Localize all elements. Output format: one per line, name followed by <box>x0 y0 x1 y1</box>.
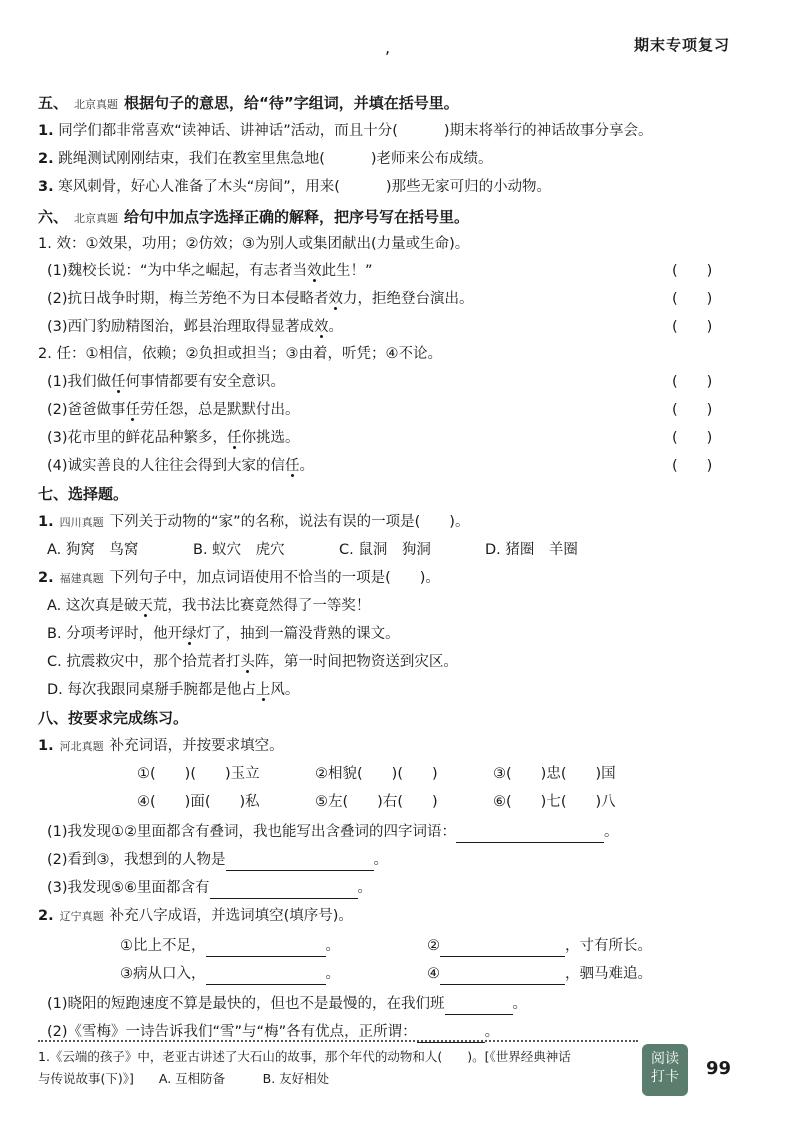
dotted-char: 效 <box>307 263 322 279</box>
idiom-1: ①比上不足， 。 <box>120 935 340 957</box>
question-text: )期末将举行的神话故事分享会。 <box>443 123 653 139</box>
s6-g1-item-3: (3)西门豹励精图治，邺县治理取得显著成效。 <box>47 319 344 335</box>
s6-g2-item-3: (3)花市里的鲜花品种繁多，任你挑选。 <box>47 430 300 446</box>
s7-q2-option-c[interactable]: C. 抗震救灾中，那个拾荒者打头阵，第一时间把物资送到灾区。 <box>47 654 458 670</box>
s7-q2-option-a[interactable]: A. 这次真是破天荒，我书法比赛竟然得了一等奖！ <box>47 598 371 614</box>
idiom-blank-3[interactable]: ③( )忠( )国 <box>493 766 616 782</box>
reading-checkin-badge <box>642 1044 688 1096</box>
section-instruction: 根据句子的意思，给“待”字组词，并填在括号里。 <box>124 94 459 112</box>
question-number: 2. <box>38 151 54 167</box>
idiom-blank-2[interactable]: ②相貌( )( ) <box>315 766 438 782</box>
question-number: 2. <box>38 908 54 924</box>
question-text: 下列关于动物的“家”的名称，说法有误的一项是( )。 <box>109 514 470 530</box>
badge-label-bottom: 打卡 <box>651 1069 679 1085</box>
dotted-char: 效 <box>328 291 344 307</box>
section-7-heading: 七、选择题。 <box>38 485 129 503</box>
idiom-grid-row-2 <box>137 791 671 813</box>
section-number: 六、 <box>38 208 69 226</box>
s6-g2-item-4: (4)诚实善良的人往往会得到大家的信任。 <box>47 458 315 474</box>
question-text: 补充词语，并按要求填空。 <box>109 738 284 754</box>
s7-q1-options <box>47 539 578 561</box>
source-tag: 四川真题 <box>59 516 104 529</box>
option-b[interactable]: B. 蚁穴 虎穴 <box>193 542 285 558</box>
fill-line[interactable] <box>226 852 374 871</box>
dotted-phrase: 打头阵 <box>225 654 270 670</box>
source-tag: 河北真题 <box>59 740 104 753</box>
s8-q1-sub-3: (3)我发现⑤⑥里面都含有 。 <box>47 877 372 899</box>
answer-paren[interactable]: ( ) <box>672 402 713 418</box>
question-text: 寒风刺骨，好心人准备了木头“房间”，用来( <box>58 179 340 195</box>
question-text: 跳绳测试刚刚结束，我们在教室里焦急地( <box>58 151 325 167</box>
question-number: 1. <box>38 123 54 139</box>
idiom-2: ② ，寸有所长。 <box>427 935 652 957</box>
question-text: 同学们都非常喜欢“读神话、讲神话”活动，而且十分( <box>58 123 398 139</box>
dotted-phrase: 占上风 <box>241 682 285 698</box>
footer-divider <box>38 1040 638 1042</box>
s8-q2-sub-2: (2)《雪梅》一诗告诉我们“雪”与“梅”各有优点，正所谓： 。 <box>47 1021 499 1043</box>
idiom-grid-row-1 <box>137 763 671 785</box>
fill-line[interactable] <box>210 880 358 899</box>
section-number: 五、 <box>38 94 69 112</box>
answer-paren[interactable]: ( ) <box>672 319 713 335</box>
s8-q2-sub-1: (1)晓阳的短跑速度不算是最快的，但也不是最慢的，在我们班 。 <box>47 993 527 1015</box>
source-tag: 辽宁真题 <box>59 910 104 923</box>
question-number: 2. <box>38 570 54 586</box>
footer-reading-options[interactable]: 与传说故事(下)》] A. 互相防备 B. 友好相处 <box>38 1071 330 1086</box>
fill-line[interactable] <box>206 966 326 985</box>
idiom-4: ④ ，驷马难追。 <box>427 963 652 985</box>
source-tag: 福建真题 <box>59 572 104 585</box>
dotted-char: 任 <box>285 458 300 474</box>
fill-line[interactable] <box>440 938 565 957</box>
dotted-char: 任 <box>125 402 141 418</box>
fill-line[interactable] <box>445 996 513 1015</box>
s8-q1-sub-2: (2)看到③，我想到的人物是 。 <box>47 849 388 871</box>
answer-paren[interactable]: ( ) <box>672 374 713 390</box>
dotted-phrase: 开绿灯 <box>167 626 212 642</box>
s6-g2-item-1: (1)我们做任何事情都要有安全意识。 <box>47 374 286 390</box>
dotted-char: 效 <box>314 319 329 335</box>
s6-group-1-definitions: 1. 效：①效果，功用；②仿效；③为别人或集团献出(力量或生命)。 <box>38 236 470 252</box>
source-tag: 北京真题 <box>74 98 119 111</box>
section-instruction: 给句中加点字选择正确的解释，把序号写在括号里。 <box>124 208 470 226</box>
header-mark: , <box>385 38 391 57</box>
s7-question-2 <box>38 567 440 590</box>
question-text: 补充八字成语，并选词填空(填序号)。 <box>109 908 353 924</box>
dotted-char: 任 <box>227 430 242 446</box>
question-number: 1. <box>38 514 54 530</box>
section-8-heading: 八、按要求完成练习。 <box>38 709 189 727</box>
s7-q2-option-b[interactable]: B. 分项考评时，他开绿灯了，抽到一篇没背熟的课文。 <box>47 626 400 642</box>
option-d[interactable]: D. 猪圈 羊圈 <box>485 542 578 558</box>
s6-g1-item-1: (1)魏校长说：“为中华之崛起，有志者当效此生！” <box>47 263 373 279</box>
fill-line[interactable] <box>456 824 604 843</box>
s6-g1-item-2: (2)抗日战争时期，梅兰芳绝不为日本侵略者效力，拒绝登台演出。 <box>47 291 474 307</box>
s7-q2-option-d[interactable]: D. 每次我跟同桌掰手腕都是他占上风。 <box>47 682 300 698</box>
s6-group-2-definitions: 2. 任：①相信，依赖；②负担或担当；③由着，听凭；④不论。 <box>38 346 442 362</box>
option-a[interactable]: A. 狗窝 鸟窝 <box>47 542 139 558</box>
idiom-3: ③病从口入， 。 <box>120 963 340 985</box>
s5-question-2 <box>38 148 493 170</box>
s5-question-3 <box>38 176 551 198</box>
question-number: 1. <box>38 738 54 754</box>
source-tag: 北京真题 <box>74 212 119 225</box>
idiom-blank-1[interactable]: ①( )( )玉立 <box>137 766 260 782</box>
footer-reading-question: 1.《云端的孩子》中，老亚古讲述了大石山的故事，那个年代的动物和人( )。[《世界经典神话 <box>38 1049 571 1064</box>
question-text: )那些无家可归的小动物。 <box>385 179 552 195</box>
s8-q1-sub-1: (1)我发现①②里面都含有叠词，我也能写出含叠词的四字词语： 。 <box>47 821 619 843</box>
answer-paren[interactable]: ( ) <box>672 458 713 474</box>
section-5-heading <box>38 92 459 116</box>
page-header-title: 期末专项复习 <box>633 36 730 54</box>
badge-label-top: 阅读 <box>651 1051 679 1067</box>
dotted-phrase: 破天荒 <box>123 598 168 614</box>
s7-question-1 <box>38 511 469 534</box>
page-number: 99 <box>706 1058 732 1079</box>
fill-line[interactable] <box>440 966 565 985</box>
s8-question-2 <box>38 905 353 928</box>
answer-paren[interactable]: ( ) <box>672 291 713 307</box>
s8-question-1 <box>38 735 284 758</box>
option-c[interactable]: C. 鼠洞 狗洞 <box>339 542 431 558</box>
idiom-blank-5[interactable]: ⑤左( )右( ) <box>315 794 438 810</box>
s6-g2-item-2: (2)爸爸做事任劳任怨，总是默默付出。 <box>47 402 300 418</box>
answer-paren[interactable]: ( ) <box>672 430 713 446</box>
s5-question-1 <box>38 120 653 142</box>
question-text: )老师来公布成绩。 <box>370 151 493 167</box>
section-6-heading <box>38 206 469 230</box>
idiom-blank-6[interactable]: ⑥( )七( )八 <box>493 794 616 810</box>
fill-line[interactable] <box>206 938 326 957</box>
answer-paren[interactable]: ( ) <box>672 263 713 279</box>
question-text: 下列句子中，加点词语使用不恰当的一项是( )。 <box>109 570 440 586</box>
question-number: 3. <box>38 179 54 195</box>
dotted-char: 任 <box>111 374 126 390</box>
idiom-blank-4[interactable]: ④( )面( )私 <box>137 794 260 810</box>
